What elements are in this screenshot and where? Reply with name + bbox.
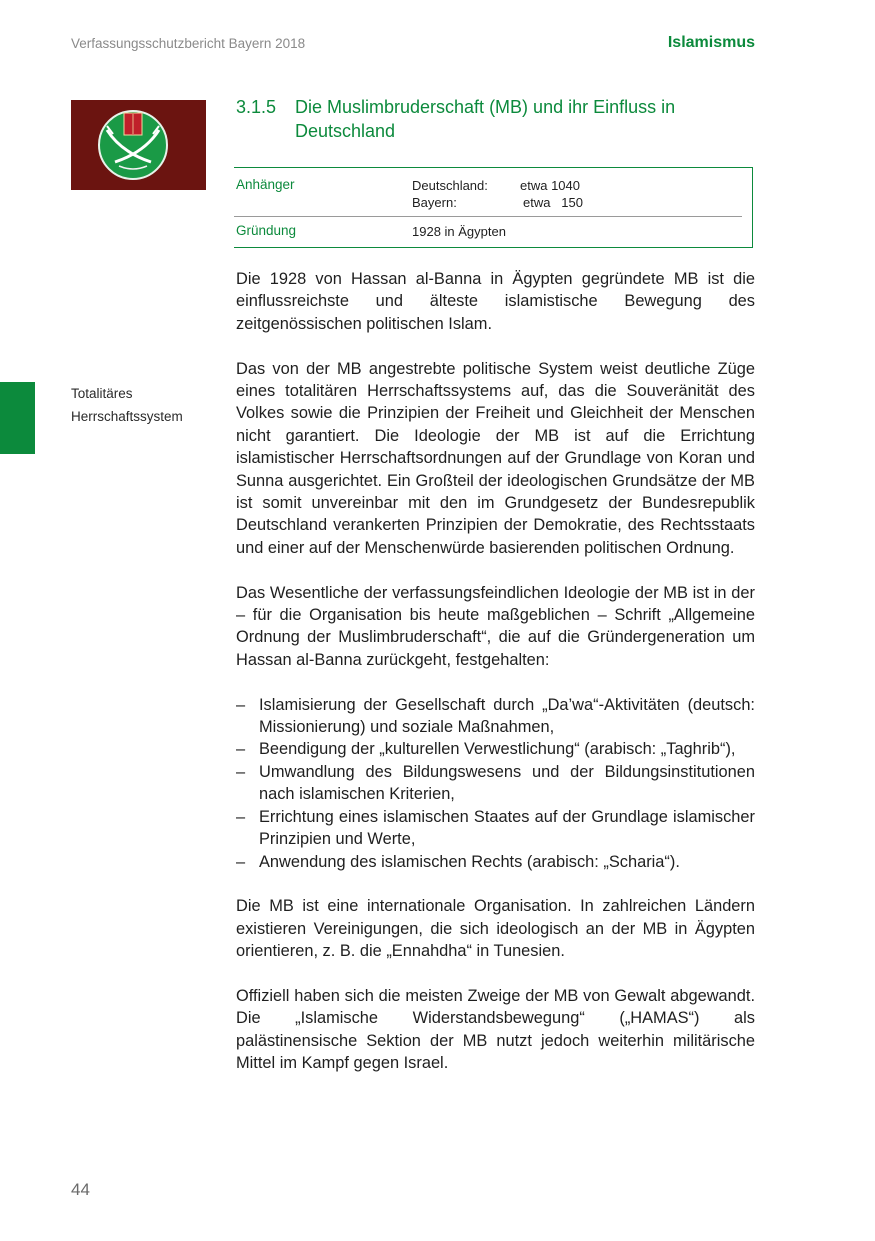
list-item-text: Anwendung des islamischen Rechts (arabisch: „Scharia“). [259,852,680,871]
list-item-text: Errichtung eines islamischen Staates auf der Grundlage islamischer Prinzipien und Werte, [259,807,755,849]
supporters-label: Anhänger [236,177,295,192]
supporters-region-bavaria: Bayern: [412,195,457,210]
list-item-text: Islamisierung der Gesellschaft durch „Da’wa“-Aktivitäten (deutsch: Missionierung) und soziale Maßnahmen, [259,695,755,737]
list-item [236,761,755,806]
paragraph-ideology: Das Wesentliche der verfassungsfeindlichen Ideologie der MB ist in der – für die Organisation bis heute maßgeblichen – Schrift „Allgemeine Ordnung der Muslimbruderschaft“, die auf die Gründergeneration um Hassan al-Banna zurückgeht, festgehalten: [236,583,755,669]
supporters-region-germany: Deutschland: [412,178,488,193]
list-item [236,806,755,851]
page-number: 44 [71,1180,90,1199]
list-item [236,851,755,873]
section-heading [236,95,756,143]
supporters-value-germany: etwa 1040 [520,178,580,193]
goals-list [236,694,755,873]
paragraph-international: Die MB ist eine internationale Organisation. In zahlreichen Ländern existieren Vereinigungen, die sich ideologisch an der MB in Ägypten orientieren, z. B. die „Ennahdha“ in Tunesien. [236,897,755,961]
margin-note-line: Herrschaftssystem [71,409,183,424]
paragraph-intro: Die 1928 von Hassan al-Banna in Ägypten gegründete MB ist die einflussreichste und älteste islamistische Bewegung des zeitgenössischen politischen Islam. [236,270,755,333]
founding-value: 1928 in Ägypten [412,224,506,239]
section-title: Die Muslimbruderschaft (MB) und ihr Einfluss in Deutschland [295,97,676,141]
facts-divider [234,216,742,217]
body-text [236,268,755,1097]
section-number: 3.1.5 [236,97,277,117]
facts-box [234,167,753,248]
section-label: Islamismus [667,34,755,51]
running-title: Verfassungsschutzbericht Bayern 2018 [71,36,306,51]
supporters-value-bavaria: etwa 150 [523,195,583,210]
dash-bullet: – [236,762,246,781]
list-item-text: Beendigung der „kulturellen Verwestlichung“ (arabisch: „Taghrib“), [259,740,736,759]
list-item [236,694,755,739]
paragraph-totalitarian: Das von der MB angestrebte politische System weist deutliche Züge eines totalitären Herrschaftssystems auf, das die Souveränität des Volkes sowie die Prinzipien der Freiheit und Gleichheit der Menschen nicht garantiert. Die Ideologie der MB ist auf die Errichtung islamistischer Herrschaftsordnungen auf der Grundlage von Koran und Sunna ausgerichtet. Ein Großteil der ideologischen Grundsätze der MB ist somit unvereinbar mit den im Grundgesetz der Bundesrepublik Deutschland verankerten Prinzipien der Demokratie, des Rechtsstaats und einer auf der Menschenwürde basierenden politischen Ordnung. [236,359,755,557]
founding-label: Gründung [236,223,297,238]
list-item [236,738,755,760]
margin-note-line: Totalitäres [71,386,133,401]
chapter-tab-marker [0,382,35,454]
dash-bullet: – [236,695,246,714]
margin-note [71,382,183,428]
muslim-brotherhood-emblem-icon [71,100,206,190]
dash-bullet: – [236,852,246,871]
dash-bullet: – [236,807,246,826]
dash-bullet: – [236,740,246,759]
list-item-text: Umwandlung des Bildungswesens und der Bildungsinstitutionen nach islamischen Kriterien, [259,762,755,804]
paragraph-hamas: Offiziell haben sich die meisten Zweige der MB von Gewalt abgewandt. Die „Islamische Widerstandsbewegung“ („HAMAS“) als palästinensische Sektion der MB nutzt jedoch weiterhin militärische Mittel im Kampf gegen Israel. [236,986,755,1073]
